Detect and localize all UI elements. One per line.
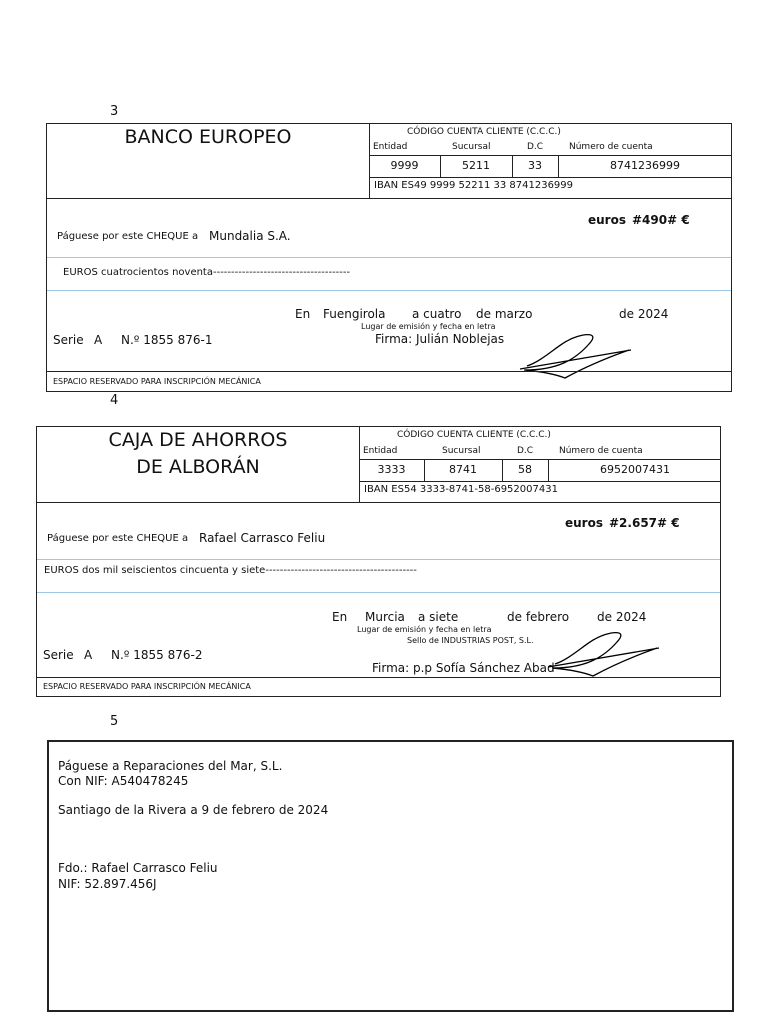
date-day: a cuatro <box>412 307 462 321</box>
iban: IBAN ES54 3333-8741-58-6952007431 <box>364 484 558 495</box>
bank-name <box>47 124 369 151</box>
payee-label: Páguese por este CHEQUE a <box>57 231 199 242</box>
place-caption: Lugar de emisión y fecha en letra <box>361 322 496 331</box>
date-year: de 2024 <box>619 307 669 321</box>
endorsement-signer-nif: NIF: 52.897.456J <box>58 877 157 891</box>
amount: #2.657# € <box>609 516 680 530</box>
cheque <box>36 426 721 697</box>
date-year: de 2024 <box>597 610 647 624</box>
bank-name-line: CAJA DE AHORROS <box>108 429 288 451</box>
endorsement-index: 5 <box>110 714 119 729</box>
place: Fuengirola <box>323 307 386 321</box>
cheque-index: 3 <box>110 104 119 119</box>
col-header: Sucursal <box>442 446 481 456</box>
serie-label: Serie <box>53 333 84 347</box>
handwritten-signature <box>517 326 637 382</box>
amount-in-words: EUROS cuatrocientos noventa-------------------------------------- <box>63 267 351 278</box>
ccc-title: CÓDIGO CUENTA CLIENTE (C.C.C.) <box>397 430 551 440</box>
amount-label: euros <box>588 213 626 227</box>
col-header: D.C <box>527 142 544 152</box>
ccc-account: 8741236999 <box>610 159 680 172</box>
col-header: Número de cuenta <box>559 446 643 456</box>
place-prefix: En <box>295 307 311 321</box>
ccc-dc: 58 <box>518 463 532 476</box>
place-caption: Lugar de emisión y fecha en letra <box>357 625 492 634</box>
cheque-number: N.º 1855 876-2 <box>111 648 203 662</box>
endorsement-place-date: Santiago de la Rivera a 9 de febrero de 2024 <box>58 803 329 817</box>
endorsement-nif: Con NIF: A540478245 <box>58 774 189 788</box>
amount-label: euros <box>565 516 603 530</box>
bank-name-line: BANCO EUROPEO <box>124 126 292 148</box>
date-month: de febrero <box>507 610 570 624</box>
payee: Mundalia S.A. <box>209 229 291 243</box>
ccc-sucursal: 5211 <box>462 159 490 172</box>
place: Murcia <box>365 610 405 624</box>
endorsement-signed-by: Fdo.: Rafael Carrasco Feliu <box>58 861 218 875</box>
reserved-space: ESPACIO RESERVADO PARA INSCRIPCIÓN MECÁNICA <box>53 377 261 386</box>
handwritten-signature <box>545 624 665 680</box>
ccc-dc: 33 <box>528 159 542 172</box>
ccc-sucursal: 8741 <box>449 463 477 476</box>
col-header: Entidad <box>363 446 398 456</box>
payee-label: Páguese por este CHEQUE a <box>47 533 189 544</box>
amount: #490# € <box>632 213 690 227</box>
firma: Firma: Julián Noblejas <box>375 332 505 346</box>
place-prefix: En <box>332 610 348 624</box>
endorsement-box <box>47 740 734 1012</box>
endorsement-payee: Páguese a Reparaciones del Mar, S.L. <box>58 759 283 773</box>
firma: Firma: p.p Sofía Sánchez Abad <box>372 661 555 675</box>
col-header: Número de cuenta <box>569 142 653 152</box>
col-header: Sucursal <box>452 142 491 152</box>
ccc-account: 6952007431 <box>600 463 670 476</box>
payee: Rafael Carrasco Feliu <box>199 531 326 545</box>
cheque-number: N.º 1855 876-1 <box>121 333 213 347</box>
ccc-entidad: 3333 <box>377 463 406 476</box>
serie: A <box>84 648 93 662</box>
serie-label: Serie <box>43 648 74 662</box>
cheque <box>46 123 732 392</box>
bank-name-line: DE ALBORÁN <box>136 456 260 478</box>
col-header: Entidad <box>373 142 408 152</box>
ccc-entidad: 9999 <box>390 159 419 172</box>
iban: IBAN ES49 9999 52211 33 8741236999 <box>374 180 574 191</box>
date-day: a siete <box>418 610 459 624</box>
bank-name <box>37 427 359 481</box>
serie: A <box>94 333 103 347</box>
seal: Sello de INDUSTRIAS POST, S.L. <box>407 636 534 645</box>
cheque-index: 4 <box>110 393 119 408</box>
ccc-title: CÓDIGO CUENTA CLIENTE (C.C.C.) <box>407 127 561 137</box>
amount-in-words: EUROS dos mil seiscientos cincuenta y siete------------------------------------------ <box>44 565 417 576</box>
col-header: D.C <box>517 446 534 456</box>
reserved-space: ESPACIO RESERVADO PARA INSCRIPCIÓN MECÁNICA <box>43 682 251 691</box>
date-month: de marzo <box>476 307 533 321</box>
